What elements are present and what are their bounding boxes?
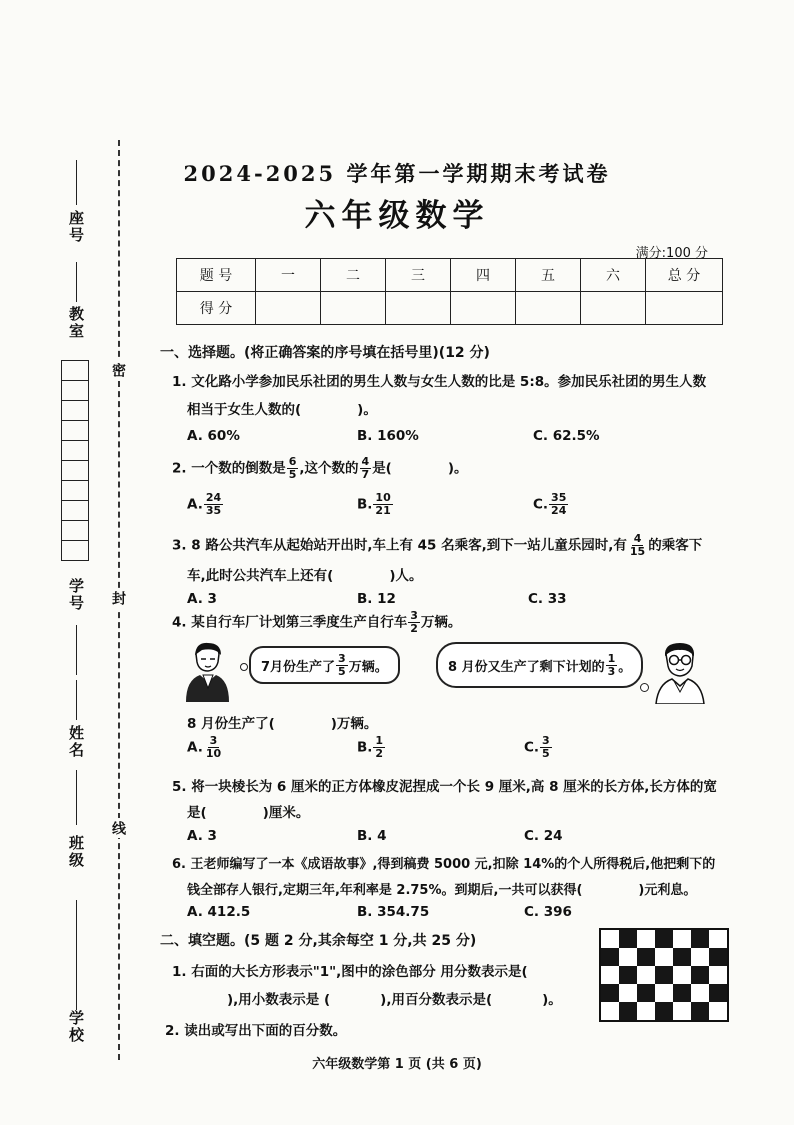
q4-line2 [187, 712, 377, 732]
q3-line1 [172, 533, 702, 558]
q6-line1: 6. 王老师编写了一本《成语故事》,得到稿费 5000 元,扣除 14%的个人所得税后,他把剩下的 [172, 857, 716, 872]
grid-cell [709, 966, 727, 984]
q2-option-a[interactable] [187, 492, 224, 517]
student-no-line[interactable] [76, 625, 77, 675]
grid-cell [673, 930, 691, 948]
grid-cell [673, 1002, 691, 1020]
q2-f2-denominator: 7 [361, 468, 370, 481]
score-cell-5: 五 [516, 259, 581, 292]
speech-bubble-august [436, 642, 643, 688]
bubble1-denominator: 5 [338, 664, 346, 678]
name-line-top[interactable] [76, 680, 77, 720]
bubble1-text-a: 7月份生产了 [261, 659, 336, 675]
q1-line2 [187, 398, 377, 418]
grid-cell [637, 966, 655, 984]
grid-cell [637, 984, 655, 1002]
grid-cell [637, 1002, 655, 1020]
seal-word-xian: 线 [108, 818, 128, 838]
score-table [176, 258, 723, 325]
room-line[interactable] [76, 262, 77, 302]
q3-denominator: 15 [629, 545, 646, 558]
grid-cell [619, 948, 637, 966]
score-table-score-row [177, 292, 723, 325]
score-cell-label: 题 号 [177, 259, 256, 292]
section2-title: 二、填空题。(5 题 2 分,其余每空 1 分,共 25 分) [160, 933, 477, 949]
grid-cell [673, 984, 691, 1002]
q1-line2-b: )。 [357, 402, 377, 418]
q6-option-c[interactable]: C. 396 [524, 904, 572, 920]
q2-option-b[interactable] [357, 492, 394, 517]
subject-title: 六年级数学 [304, 198, 490, 234]
q5-line2-b: )厘米。 [262, 805, 310, 821]
score-cell-1: 一 [256, 259, 321, 292]
bubble1-tail [240, 663, 248, 671]
q2-option-c-letter: C. [533, 496, 549, 513]
q6-option-b[interactable]: B. 354.75 [357, 904, 430, 920]
score-cell-6: 六 [581, 259, 646, 292]
q2-option-b-fraction [373, 492, 392, 517]
full-mark: 满分:100 分 [635, 246, 708, 261]
grid-cell [619, 930, 637, 948]
q2-c-denominator: 24 [551, 504, 567, 517]
class-label: 班级 [67, 835, 85, 869]
q3-line2-b: )人。 [389, 568, 423, 584]
q3-text-2: 的乘客下 [648, 537, 703, 554]
score-cell-4: 四 [451, 259, 516, 292]
q1-line1: 1. 文化路小学参加民乐社团的男生人数与女生人数的比是 5:8。参加民乐社团的男生人数 [172, 374, 707, 390]
page-footer: 六年级数学第 1 页 (共 6 页) [312, 1057, 482, 1072]
score-input-1[interactable] [256, 292, 321, 325]
q4-option-c-fraction [540, 735, 552, 760]
seal-word-feng: 封 [108, 588, 128, 608]
q4-text-1: 4. 某自行车厂计划第三季度生产自行车 [172, 614, 408, 631]
q3-text-1: 3. 8 路公共汽车从起始站开出时,车上有 45 名乘客,到下一站儿童乐园时,有 [172, 537, 627, 554]
name-line[interactable] [76, 770, 77, 825]
grid-cell [673, 966, 691, 984]
grid-cell [655, 966, 673, 984]
grid-cell [637, 930, 655, 948]
q2-text-2: ,这个数的 [299, 460, 359, 477]
score-cell-3: 三 [386, 259, 451, 292]
q2-option-c-fraction [549, 492, 568, 517]
q3-line2 [187, 564, 422, 584]
q4-a-numerator: 3 [209, 734, 218, 747]
bubble2-denominator: 3 [607, 664, 616, 678]
q1-line2-a: 相当于女生人数的( [187, 402, 302, 418]
s2-q2-line1: 2. 读出或写出下面的百分数。 [165, 1023, 347, 1039]
q4-stem [172, 610, 461, 635]
q2-fraction-1 [287, 456, 299, 481]
bubble2-tail [640, 683, 649, 692]
q2-a-numerator: 24 [205, 491, 222, 504]
q4-option-c-letter: C. [524, 739, 540, 756]
grid-cell [709, 984, 727, 1002]
q3-line2-a: 车,此时公共汽车上还有( [187, 568, 334, 584]
student-no-label: 学号 [67, 578, 85, 612]
grid-cell [709, 930, 727, 948]
q4-b-denominator: 2 [375, 747, 384, 760]
q5-option-a[interactable]: A. 3 [187, 828, 217, 844]
score-input-4[interactable] [451, 292, 516, 325]
q1-option-b[interactable]: B. 160% [357, 428, 419, 444]
name-label: 姓名 [67, 725, 85, 759]
q3-option-a[interactable]: A. 3 [187, 591, 217, 607]
q3-numerator: 4 [633, 532, 642, 545]
seat-label: 座号 [67, 210, 85, 244]
grid-cell [709, 948, 727, 966]
student-no-boxes[interactable] [61, 360, 89, 561]
score-table-header-row [177, 259, 723, 292]
score-cell-total: 总 分 [646, 259, 723, 292]
q4-denominator: 2 [410, 622, 418, 635]
q3-option-b[interactable]: B. 12 [357, 591, 396, 607]
score-row-label: 得 分 [177, 292, 256, 325]
q2-f1-numerator: 6 [288, 455, 297, 468]
q1-option-a[interactable]: A. 60% [187, 428, 240, 444]
school-label: 学校 [67, 1010, 85, 1044]
score-input-2[interactable] [321, 292, 386, 325]
q4-line2-b: )万辆。 [330, 716, 378, 732]
q2-b-numerator: 10 [375, 491, 391, 504]
s2-q1-line2-b: ),用百分数表示是( [380, 992, 493, 1008]
q2-a-denominator: 35 [205, 504, 222, 517]
s2-q1-line1-text: 1. 右面的大长方形表示"1",图中的涂色部分 用分数表示是( [172, 964, 528, 980]
grid-cell [655, 948, 673, 966]
q5-option-b[interactable]: B. 4 [357, 828, 387, 844]
score-input-total[interactable] [646, 292, 723, 325]
bubble2-text-b: 。 [618, 659, 632, 675]
s2-q1-line2-a: ),用小数表示是 ( [227, 992, 331, 1008]
q2-stem [172, 456, 468, 481]
q2-fraction-2 [360, 456, 372, 481]
bubble1-text-b: 万辆。 [348, 659, 388, 675]
q2-text-3: 是( [372, 460, 392, 477]
grid-cell [619, 1002, 637, 1020]
room-label: 教室 [67, 306, 85, 340]
score-input-5[interactable] [516, 292, 581, 325]
q3-fraction [628, 533, 647, 558]
q4-b-numerator: 1 [375, 734, 384, 747]
grid-cell [709, 1002, 727, 1020]
q2-b-denominator: 21 [375, 504, 391, 517]
q2-f2-numerator: 4 [361, 455, 370, 468]
grid-cell [655, 984, 673, 1002]
q2-f1-denominator: 5 [288, 468, 297, 481]
grid-cell [691, 984, 709, 1002]
q4-option-a-letter: A. [187, 739, 203, 756]
q2-text-4: )。 [447, 460, 468, 477]
exam-title: 2024-2025 学年第一学期期末考试卷 [183, 161, 611, 186]
q5-line1: 5. 将一块棱长为 6 厘米的正方体橡皮泥捏成一个长 9 厘米,高 8 厘米的长方体,长方体的宽 [172, 779, 717, 795]
q2-option-c[interactable] [533, 492, 569, 517]
shaded-rectangle-figure [599, 928, 729, 1022]
q1-option-c[interactable]: C. 62.5% [533, 428, 600, 444]
q4-c-denominator: 5 [542, 747, 550, 760]
q4-option-b[interactable] [357, 735, 386, 760]
grid-cell [655, 1002, 673, 1020]
grid-cell [691, 966, 709, 984]
score-input-6[interactable] [581, 292, 646, 325]
q5-line2-a: 是( [187, 805, 207, 821]
grid-cell [601, 930, 619, 948]
man-in-suit-illustration [182, 640, 232, 702]
q6-line2-b: )元利息。 [638, 883, 697, 898]
grid-cell [601, 1002, 619, 1020]
class-line[interactable] [76, 900, 77, 1010]
bubble2-numerator: 1 [607, 651, 616, 665]
s2-q1-line2 [187, 988, 562, 1008]
q6-line2-a: 钱全部存人银行,定期三年,年利率是 2.75%。到期后,一共可以获得( [187, 883, 583, 898]
grid-cell [637, 948, 655, 966]
grid-cell [691, 930, 709, 948]
q4-option-b-fraction [373, 735, 385, 760]
grid-cell [601, 984, 619, 1002]
q4-option-c[interactable] [524, 735, 553, 760]
s2-q1-line1 [172, 960, 528, 980]
q2-option-a-fraction [204, 492, 223, 517]
grid-cell [655, 930, 673, 948]
s2-q1-line2-c: )。 [542, 992, 562, 1008]
q2-text-1: 2. 一个数的倒数是 [172, 460, 286, 477]
grid-cell [601, 966, 619, 984]
section1-title: 一、选择题。(将正确答案的序号填在括号里)(12 分) [160, 345, 490, 361]
q5-line2 [187, 801, 309, 821]
q6-option-a[interactable]: A. 412.5 [187, 904, 251, 920]
q2-option-b-letter: B. [357, 496, 373, 513]
speech-bubble-july [249, 646, 400, 684]
q2-option-a-letter: A. [187, 496, 203, 513]
seal-word-mi: 密 [108, 360, 128, 380]
score-input-3[interactable] [386, 292, 451, 325]
q2-c-numerator: 35 [551, 491, 567, 504]
q4-option-a-fraction [204, 735, 223, 760]
grid-cell [691, 948, 709, 966]
grid-cell [673, 948, 691, 966]
q4-option-a[interactable] [187, 735, 224, 760]
q4-c-numerator: 3 [542, 734, 550, 747]
bubble1-fraction [336, 653, 348, 678]
bubble2-fraction [606, 653, 618, 678]
grid-cell [619, 984, 637, 1002]
q4-fraction [408, 610, 420, 635]
man-with-glasses-illustration [652, 642, 708, 704]
grid-cell [601, 948, 619, 966]
q4-line2-a: 8 月份生产了( [187, 716, 275, 732]
bubble2-text-a: 8 月份又生产了剩下计划的 [448, 659, 605, 675]
q4-a-denominator: 10 [205, 747, 222, 760]
bubble1-numerator: 3 [338, 651, 346, 665]
q4-numerator: 3 [410, 609, 418, 622]
q4-text-2: 万辆。 [420, 614, 462, 631]
grid-cell [691, 1002, 709, 1020]
q6-line2 [187, 879, 696, 898]
q3-option-c[interactable]: C. 33 [528, 591, 567, 607]
score-cell-2: 二 [321, 259, 386, 292]
grid-cell [619, 966, 637, 984]
q4-option-b-letter: B. [357, 739, 373, 756]
q5-option-c[interactable]: C. 24 [524, 828, 563, 844]
